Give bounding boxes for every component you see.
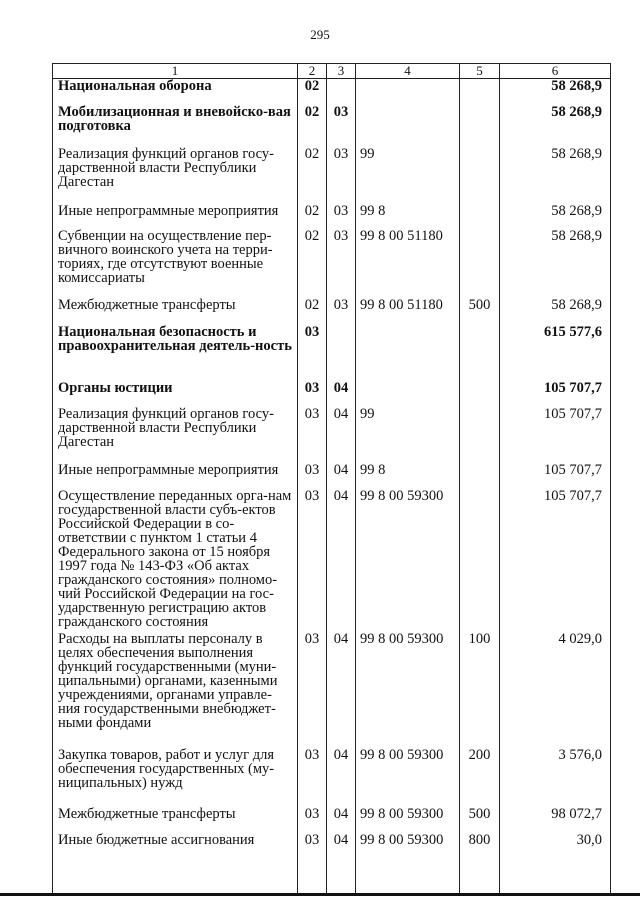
row-target-code xyxy=(356,325,460,381)
filler-cell xyxy=(298,859,327,893)
row-subsection: 04 xyxy=(327,632,356,748)
row-subsection: 04 xyxy=(327,489,356,632)
row-section: 03 xyxy=(298,807,327,833)
row-name: Иные бюджетные ассигнования xyxy=(53,833,298,859)
row-name: Закупка товаров, работ и услуг для обеспечения государственных (му-ниципальных) нужд xyxy=(53,748,298,807)
header-col-5: 5 xyxy=(460,64,500,79)
table-row xyxy=(53,632,611,748)
table-header-row xyxy=(53,64,611,79)
row-subsection: 03 xyxy=(327,298,356,325)
table-row xyxy=(53,463,611,489)
row-amount: 105 707,7 xyxy=(500,381,611,407)
table-row xyxy=(53,325,611,381)
row-target-code: 99 8 00 59300 xyxy=(356,632,460,748)
row-expense-type: 500 xyxy=(460,298,500,325)
row-expense-type xyxy=(460,229,500,298)
row-target-code: 99 8 00 59300 xyxy=(356,807,460,833)
row-subsection: 04 xyxy=(327,833,356,859)
row-section: 03 xyxy=(298,833,327,859)
row-target-code xyxy=(356,79,460,106)
row-section: 03 xyxy=(298,381,327,407)
row-expense-type: 100 xyxy=(460,632,500,748)
row-amount: 58 268,9 xyxy=(500,105,611,147)
scan-edge-line xyxy=(0,893,640,896)
row-section: 03 xyxy=(298,463,327,489)
table-row xyxy=(53,489,611,632)
row-target-code: 99 8 xyxy=(356,204,460,229)
row-target-code: 99 8 00 59300 xyxy=(356,833,460,859)
row-amount: 105 707,7 xyxy=(500,489,611,632)
row-target-code: 99 xyxy=(356,147,460,204)
table-row xyxy=(53,748,611,807)
row-name: Межбюджетные трансферты xyxy=(53,298,298,325)
row-subsection: 04 xyxy=(327,807,356,833)
row-expense-type xyxy=(460,79,500,106)
row-subsection: 03 xyxy=(327,204,356,229)
row-expense-type xyxy=(460,105,500,147)
header-col-1: 1 xyxy=(53,64,298,79)
row-section: 03 xyxy=(298,632,327,748)
header-col-3: 3 xyxy=(327,64,356,79)
row-section: 03 xyxy=(298,407,327,463)
header-col-6: 6 xyxy=(500,64,611,79)
row-section: 03 xyxy=(298,748,327,807)
row-amount: 58 268,9 xyxy=(500,147,611,204)
row-section: 02 xyxy=(298,147,327,204)
row-name: Иные непрограммные мероприятия xyxy=(53,463,298,489)
row-section: 02 xyxy=(298,298,327,325)
row-name: Расходы на выплаты персоналу в целях обеспечения выполнения функций государственными (муни-ципальными) органами, казенными учреждениями, органами управле-ния государственными внебюджет-ными фондами xyxy=(53,632,298,748)
filler-cell xyxy=(356,859,460,893)
row-expense-type xyxy=(460,463,500,489)
filler-cell xyxy=(500,859,611,893)
row-expense-type: 800 xyxy=(460,833,500,859)
row-name: Национальная оборона xyxy=(53,79,298,106)
row-section: 02 xyxy=(298,229,327,298)
row-amount: 105 707,7 xyxy=(500,463,611,489)
row-target-code: 99 8 00 59300 xyxy=(356,489,460,632)
row-expense-type xyxy=(460,147,500,204)
row-expense-type xyxy=(460,407,500,463)
row-expense-type xyxy=(460,204,500,229)
row-name: Осуществление переданных орга-нам государственной власти субъ-ектов Российской Федерации в со-ответствии с пунктом 1 статьи 4 Федерального закона от 15 ноября 1997 года № 143-ФЗ «Об актах гражданского состояния» полномо-чий Российской Федерации на гос-ударственную регистрацию актов гражданского состояния xyxy=(53,489,298,632)
row-section: 03 xyxy=(298,489,327,632)
row-subsection: 04 xyxy=(327,381,356,407)
row-target-code xyxy=(356,105,460,147)
table-row xyxy=(53,105,611,147)
row-target-code: 99 xyxy=(356,407,460,463)
row-name: Мобилизационная и вневойско-вая подготовка xyxy=(53,105,298,147)
filler-cell xyxy=(327,859,356,893)
table-row xyxy=(53,381,611,407)
filler-cell xyxy=(460,859,500,893)
row-expense-type xyxy=(460,325,500,381)
table-row xyxy=(53,147,611,204)
table-row xyxy=(53,204,611,229)
row-amount: 105 707,7 xyxy=(500,407,611,463)
row-name: Реализация функций органов госу-дарственной власти Республики Дагестан xyxy=(53,407,298,463)
table-row xyxy=(53,229,611,298)
table-row xyxy=(53,807,611,833)
row-subsection: 03 xyxy=(327,147,356,204)
row-expense-type xyxy=(460,381,500,407)
table-filler-row xyxy=(53,859,611,893)
row-amount: 58 268,9 xyxy=(500,298,611,325)
row-amount: 58 268,9 xyxy=(500,79,611,106)
row-name: Иные непрограммные мероприятия xyxy=(53,204,298,229)
row-subsection: 03 xyxy=(327,105,356,147)
row-name: Органы юстиции xyxy=(53,381,298,407)
row-name: Межбюджетные трансферты xyxy=(53,807,298,833)
table-body xyxy=(53,79,611,894)
row-amount: 615 577,6 xyxy=(500,325,611,381)
table-row xyxy=(53,298,611,325)
row-subsection: 04 xyxy=(327,407,356,463)
row-target-code: 99 8 00 51180 xyxy=(356,298,460,325)
row-amount: 98 072,7 xyxy=(500,807,611,833)
table-row xyxy=(53,407,611,463)
row-target-code: 99 8 00 59300 xyxy=(356,748,460,807)
table-row xyxy=(53,79,611,106)
row-expense-type xyxy=(460,489,500,632)
row-subsection: 04 xyxy=(327,748,356,807)
row-section: 02 xyxy=(298,79,327,106)
row-amount: 58 268,9 xyxy=(500,229,611,298)
row-name: Национальная безопасность и правоохранительная деятель-ность xyxy=(53,325,298,381)
row-target-code: 99 8 xyxy=(356,463,460,489)
header-col-4: 4 xyxy=(356,64,460,79)
table-row xyxy=(53,833,611,859)
row-subsection xyxy=(327,325,356,381)
row-amount: 58 268,9 xyxy=(500,204,611,229)
row-amount: 3 576,0 xyxy=(500,748,611,807)
row-section: 03 xyxy=(298,325,327,381)
row-subsection: 03 xyxy=(327,229,356,298)
row-section: 02 xyxy=(298,105,327,147)
row-amount: 30,0 xyxy=(500,833,611,859)
row-section: 02 xyxy=(298,204,327,229)
row-name: Субвенции на осуществление пер-вичного воинского учета на терри-ториях, где отсутствуют военные комиссариаты xyxy=(53,229,298,298)
row-subsection xyxy=(327,79,356,106)
row-subsection: 04 xyxy=(327,463,356,489)
row-name: Реализация функций органов госу-дарственной власти Республики Дагестан xyxy=(53,147,298,204)
page-number: 295 xyxy=(310,27,330,42)
row-amount: 4 029,0 xyxy=(500,632,611,748)
budget-table xyxy=(52,63,611,893)
row-target-code xyxy=(356,381,460,407)
row-expense-type: 200 xyxy=(460,748,500,807)
row-expense-type: 500 xyxy=(460,807,500,833)
row-target-code: 99 8 00 51180 xyxy=(356,229,460,298)
header-col-2: 2 xyxy=(298,64,327,79)
filler-cell xyxy=(53,859,298,893)
